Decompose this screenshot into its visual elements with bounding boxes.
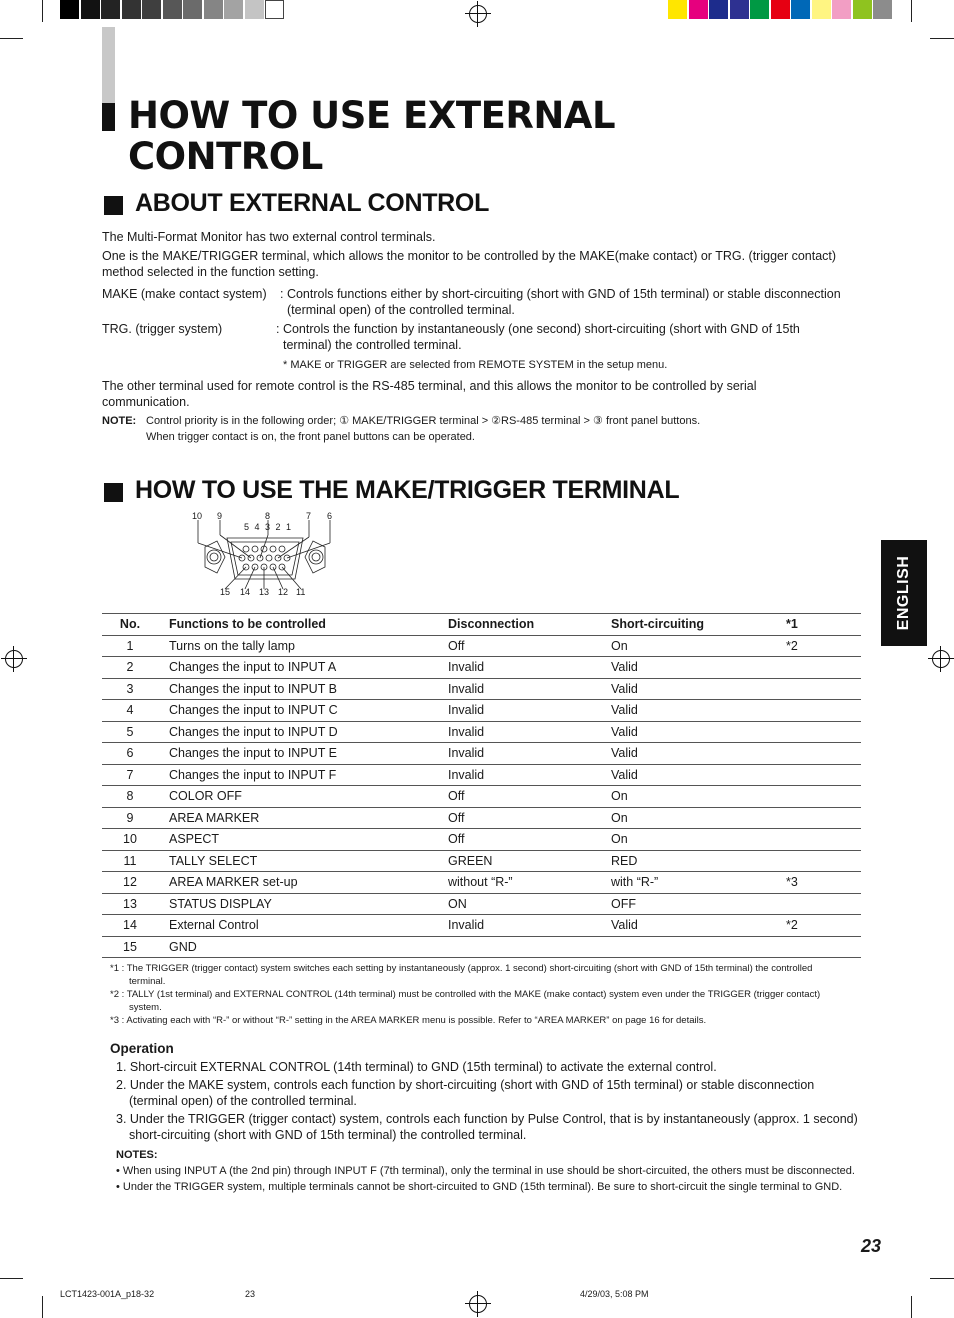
color-swatch [730,0,749,19]
language-tab [881,540,927,646]
pin-label-bottom: 11 [296,587,306,597]
gray-swatch [183,0,202,19]
operation-step: 2. Under the MAKE system, controls each function by short-circuiting (short with GND of 15th terminal) or stable disconnection (terminal open) of the controlled terminal. [116,1077,815,1108]
cell-no: 11 [102,850,158,872]
table-row [102,678,861,700]
cell-short: with “R-” [611,872,786,894]
operation-step: 3. Under the TRIGGER (trigger contact) system, controls each function by Pulse Control, that is by instantaneously (approx. 1 second) short-circuiting (short with GND of 15th terminal) the controlled terminal. [116,1111,858,1142]
cell-note [786,893,861,915]
cell-function: Changes the input to INPUT F [158,764,448,786]
cell-function: Changes the input to INPUT E [158,743,448,765]
cell-function: TALLY SELECT [158,850,448,872]
footnote: *3 : Activating each with “R-” or without “R-” setting in the AREA MARKER menu is possible. Refer to “AREA MARKER” on page 16 for details. [110,1015,707,1026]
cell-note: *2 [786,635,861,657]
cell-note [786,936,861,958]
table-row [102,893,861,915]
col-header-short: Short-circuiting [611,614,786,636]
pin-label-top: 6 [327,511,333,521]
crop-mark [0,1278,23,1279]
note-item: • Under the TRIGGER system, multiple terminals cannot be short-circuited to GND (15th terminal). Be sure to short-circuit the single terminal to GND. [116,1181,843,1193]
language-tab-label: ENGLISH [895,555,912,631]
cell-disconnection [448,936,611,958]
cell-disconnection: Invalid [448,678,611,700]
cell-note: *2 [786,915,861,937]
section-heading-terminal: HOW TO USE THE MAKE/TRIGGER TERMINAL [135,476,680,504]
pin-label-bottom: 12 [278,587,289,597]
gray-swatch [81,0,100,19]
cell-no: 2 [102,657,158,679]
cell-note: *3 [786,872,861,894]
note-item: • When using INPUT A (the 2nd pin) through INPUT F (7th terminal), only the terminal in use should be short-circuited, the others must be disconnected. [116,1165,855,1177]
operation-step: 1. Short-circuit EXTERNAL CONTROL (14th terminal) to GND (15th terminal) to activate the external control. [116,1060,717,1074]
page-title-line2: CONTROL [128,135,323,178]
color-swatch [853,0,872,19]
pin-label-bottom: 15 [220,587,231,597]
cell-no: 7 [102,764,158,786]
cell-no: 9 [102,807,158,829]
terminal-function-table [102,613,861,958]
gray-swatch [245,0,264,19]
cell-disconnection: GREEN [448,850,611,872]
other-terminal-text: The other terminal used for remote control is the RS-485 terminal, and this allows the monitor to be controlled by serial communication. [102,379,757,409]
gray-swatch [122,0,141,19]
cell-short: Valid [611,915,786,937]
cell-disconnection: Invalid [448,700,611,722]
note-line-2: When trigger contact is on, the front panel buttons can be operated. [146,431,475,443]
title-accent-bar-dark [102,103,115,131]
section-heading-about: ABOUT EXTERNAL CONTROL [135,189,490,217]
cell-short [611,936,786,958]
crop-mark [42,0,43,22]
cell-disconnection: Invalid [448,721,611,743]
make-text: : Controls functions either by short-circuiting (short with GND of 15th terminal) or stable disconnection (terminal open) of the controlled terminal. [280,287,841,317]
cell-note [786,850,861,872]
cell-short: Valid [611,743,786,765]
crop-mark [0,38,23,39]
cell-no: 14 [102,915,158,937]
table-row [102,915,861,937]
cell-function: GND [158,936,448,958]
cell-note [786,721,861,743]
table-row [102,829,861,851]
registration-mark-icon [469,1295,487,1313]
color-swatch [812,0,831,19]
footer-date: 4/29/03, 5:08 PM [580,1289,649,1299]
registration-mark-icon [5,650,23,668]
cell-no: 13 [102,893,158,915]
crop-mark [930,38,954,39]
gray-swatch [163,0,182,19]
notes-list [116,1164,864,1196]
pin-label-top: 8 [265,511,271,521]
pin-label-top: 9 [217,511,223,521]
cell-short: Valid [611,678,786,700]
section-square-icon [104,483,123,502]
cell-short: Valid [611,700,786,722]
table-row [102,700,861,722]
pin-label-bottom: 14 [240,587,251,597]
color-swatch [709,0,728,19]
cell-note [786,657,861,679]
page-number: 23 [861,1236,882,1256]
cell-disconnection: without “R-” [448,872,611,894]
pin-label-inner: 5 4 3 2 1 [244,522,293,532]
gray-swatch [204,0,223,19]
cell-note [786,829,861,851]
cell-note [786,743,861,765]
crop-mark [930,1278,954,1279]
gray-swatch [142,0,161,19]
table-header-row [102,614,861,636]
cell-function: STATUS DISPLAY [158,893,448,915]
section-square-icon [104,196,123,215]
cell-disconnection: Off [448,829,611,851]
gray-swatch [101,0,120,19]
table-row [102,786,861,808]
cell-function: Changes the input to INPUT B [158,678,448,700]
trg-text: : Controls the function by instantaneously (one second) short-circuiting (short with GND of 15th terminal) the controlled terminal. [276,322,800,352]
cell-short: RED [611,850,786,872]
cell-note [786,786,861,808]
cell-short: Valid [611,721,786,743]
cell-short: On [611,786,786,808]
intro-text-1: The Multi-Format Monitor has two external control terminals. [102,230,436,244]
notes-heading: NOTES: [116,1149,158,1161]
cell-disconnection: Off [448,635,611,657]
cell-no: 3 [102,678,158,700]
cell-no: 8 [102,786,158,808]
col-header-no: No. [102,614,158,636]
color-swatch [750,0,769,19]
footer-page: 23 [245,1289,256,1299]
table-row [102,743,861,765]
table-row [102,872,861,894]
select-note: * MAKE or TRIGGER are selected from REMOTE SYSTEM in the setup menu. [283,359,668,371]
make-label: MAKE (make contact system) [102,287,267,301]
cell-disconnection: Off [448,807,611,829]
col-header-function: Functions to be controlled [158,614,448,636]
cell-function: AREA MARKER [158,807,448,829]
operation-list [116,1059,861,1145]
cell-short: On [611,635,786,657]
footnote: *2 : TALLY (1st terminal) and EXTERNAL CONTROL (14th terminal) must be controlled with the MAKE (make contact) system even under the TRIGGER (trigger contact) system. [110,989,821,1013]
cell-function: External Control [158,915,448,937]
operation-heading: Operation [110,1041,174,1056]
cell-no: 6 [102,743,158,765]
trg-label: TRG. (trigger system) [102,322,223,336]
pin-label-bottom: 13 [259,587,270,597]
cell-disconnection: Invalid [448,764,611,786]
table-row [102,635,861,657]
color-swatch [668,0,687,19]
cell-short: Valid [611,764,786,786]
cell-no: 15 [102,936,158,958]
table-row [102,764,861,786]
cell-short: Valid [611,657,786,679]
table-row [102,721,861,743]
cell-note [786,700,861,722]
cell-function: Changes the input to INPUT D [158,721,448,743]
note-line-1: Control priority is in the following order; ① MAKE/TRIGGER terminal > ②RS-485 terminal > ③ front panel buttons. [146,415,701,427]
cell-no: 10 [102,829,158,851]
cell-function: ASPECT [158,829,448,851]
registration-mark-icon [932,650,950,668]
cell-note [786,678,861,700]
gray-swatch [60,0,79,19]
col-header-note: *1 [786,614,861,636]
cell-short: OFF [611,893,786,915]
cell-no: 4 [102,700,158,722]
page-title-line1: HOW TO USE EXTERNAL [128,94,616,137]
cell-disconnection: Off [448,786,611,808]
col-header-disconnection: Disconnection [448,614,611,636]
cell-disconnection: Invalid [448,743,611,765]
table-footnotes [110,963,850,1029]
color-swatch [832,0,851,19]
crop-mark [911,1296,912,1318]
cell-function: Changes the input to INPUT C [158,700,448,722]
color-swatch [771,0,790,19]
cell-short: On [611,807,786,829]
cell-function: AREA MARKER set-up [158,872,448,894]
cell-disconnection: Invalid [448,915,611,937]
table-row [102,807,861,829]
crop-mark [911,0,912,22]
cell-no: 5 [102,721,158,743]
cell-disconnection: Invalid [448,657,611,679]
intro-text-2: One is the MAKE/TRIGGER terminal, which allows the monitor to be controlled by the MAKE(make contact) or TRG. (trigger contact) method selected in the function setting. [102,249,837,279]
gray-swatch [265,0,284,19]
cell-function: COLOR OFF [158,786,448,808]
color-swatch [791,0,810,19]
cell-no: 1 [102,635,158,657]
cell-note [786,764,861,786]
gray-swatch [224,0,243,19]
cell-note [786,807,861,829]
table-row [102,657,861,679]
crop-mark [42,1296,43,1318]
pin-label-top: 7 [306,511,312,521]
pin-label-top: 10 [192,511,203,521]
table-row [102,850,861,872]
table-row [102,936,861,958]
footer-file: LCT1423-001A_p18-32 [60,1289,155,1299]
color-swatch [689,0,708,19]
note-label: NOTE: [102,415,137,427]
footnote: *1 : The TRIGGER (trigger contact) system switches each setting by instantaneously (approx. 1 second) short-circuiting (short with GND of 15th terminal) the controlled terminal. [110,963,813,987]
cell-no: 12 [102,872,158,894]
color-swatch [873,0,892,19]
cell-function: Changes the input to INPUT A [158,657,448,679]
cell-function: Turns on the tally lamp [158,635,448,657]
cell-short: On [611,829,786,851]
registration-mark-icon [469,5,487,23]
cell-disconnection: ON [448,893,611,915]
